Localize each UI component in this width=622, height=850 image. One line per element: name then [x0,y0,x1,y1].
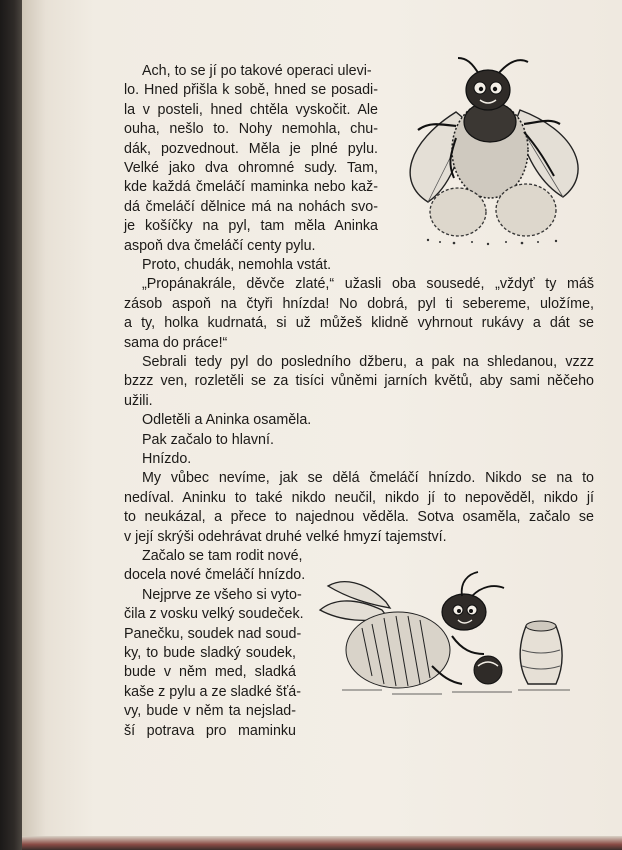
text-line: docela nové čmeláčí hnízdo. [124,567,306,584]
bumblebee-wax-barrel-illustration [312,566,580,702]
text-line: vy, bude v něm ta nejslad- [124,703,296,720]
book-page [22,0,622,850]
text-line: v její skrýši odehrávat druhé velké hmyzí tajemství. [124,528,447,545]
text-line: ší potrava pro maminku [124,722,296,739]
text-line: Nejprve ze všeho si vyto- [142,586,302,603]
bumblebee-illustration-top [388,52,598,252]
text-line: dák, pozvednout. Měla je plné pylu. [124,140,378,157]
text-line: ouha, nešlo to. Nohy nemohla, chu- [124,121,378,138]
text-line: lo. Hned přišla k sobě, hned se posadi- [124,82,378,99]
text-line: Panečku, soudek nad soud- [124,625,302,642]
text-line: My vůbec nevíme, jak se dělá čmeláčí hnízdo. Nikdo se na to [142,470,594,487]
text-line: Začalo se tam rodit nové, [142,548,303,564]
text-line: Velké jako dva ohromné sudy. Tam, [124,160,378,176]
text-line: nedíval. Aninku to také nikdo neučil, nikdo jí to nepověděl, nikdo jí [124,489,594,506]
text-line: Ach, to se jí po takové operaci ulevi- [142,63,372,79]
text-line: dá čmeláčí dělnice má na nohách svo- [124,198,378,215]
text-line: „Propánakrále, děvče zlaté,“ užasli oba sousedé, „vždyť ty máš [142,276,594,293]
text-line: zásob aspoň na čtyři hnízda! No dobrá, pyl ti sebereme, uložíme, [124,295,594,312]
text-line: aspoň dva čmeláčí centy pylu. [124,237,316,254]
text-line: ky, to bude sladký soudek, [124,645,296,661]
text-line: to neukázal, a přece to najednou věděla. Sotva osaměla, začalo se [124,509,594,526]
text-line: Pak začalo to hlavní. [142,431,274,448]
text-line: la v posteli, hned chtěla vyskočit. Ale [124,101,378,118]
text-line: bzzz ven, rozletěli se za tisíci vůněmi jarních květů, aby sami něčeho [124,373,594,390]
text-line: sama do práce!“ [124,334,228,351]
text-line: a ty, holka kudrnatá, si už můžeš klidně vyhrnout rukávy a dát se [124,315,594,332]
page-bottom-edge [22,836,622,850]
text-line: Sebrali tedy pyl do posledního džberu, a pak na shledanou, vzzz [142,354,594,370]
text-line: bude v něm med, sladká [124,664,296,681]
text-line: užili. [124,392,153,409]
text-line: Proto, chudák, nemohla vstát. [142,257,332,273]
text-line: Hnízdo. [142,451,192,467]
text-line: kaše z pylu a ze sladké šťá- [124,683,302,700]
text-line: čila z vosku velký soudeček. [124,606,304,623]
text-line: kde každá čmeláčí maminka nebo kaž- [124,179,378,196]
text-line: je košíčky na pyl, tam měla Aninka [124,218,378,235]
text-line: Odletěli a Aninka osaměla. [142,412,312,429]
